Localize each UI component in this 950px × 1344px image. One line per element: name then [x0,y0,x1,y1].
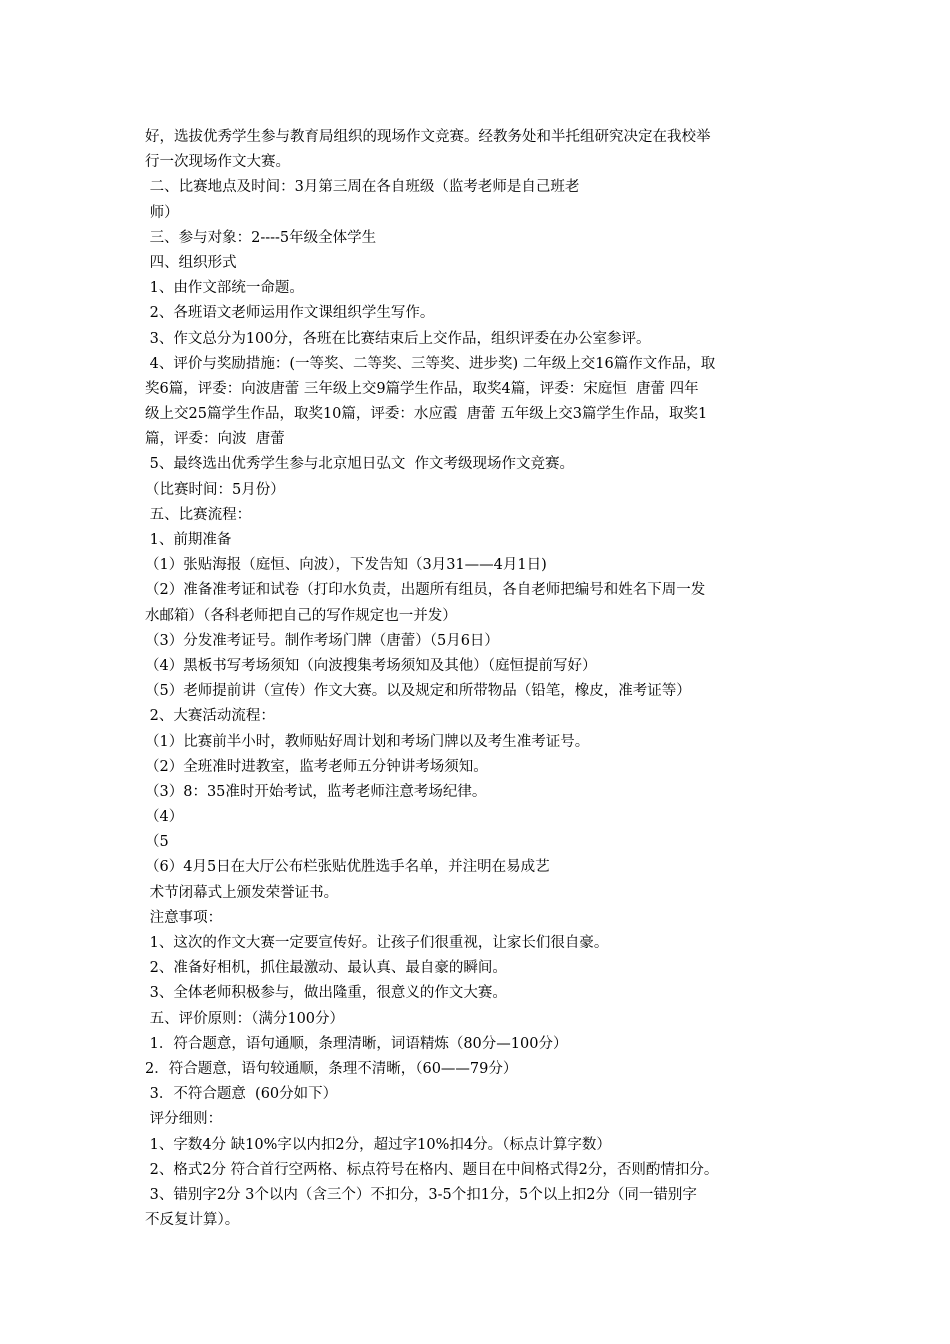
text-line: （2）全班准时进教室，监考老师五分钟讲考场须知。 [145,758,488,775]
text-line: 1、字数4分 缺10%字以内扣2分，超过字10%扣4分。（标点计算字数） [145,1136,611,1153]
text-line: （1）张贴海报（庭恒、向波），下发告知（3月31——4月1日) [145,557,547,574]
text-line: 2、格式2分 符合首行空两格、标点符号在格内、题目在中间格式得2分，否则酌情扣分。 [145,1161,719,1178]
text-line: （6）4月5日在大厅公布栏张贴优胜选手名单，并注明在易成艺 [145,859,550,876]
text-line: 4、评价与奖励措施：(一等奖、二等奖、三等奖、进步奖) 二年级上交16篇作文作品，取 [145,355,716,372]
text-line: 3、全体老师积极参与，做出隆重，很意义的作文大赛。 [145,985,507,1002]
text-line: （3）8：35准时开始考试，监考老师注意考场纪律。 [145,783,487,800]
text-line: 2、准备好相机，抓住最激动、最认真、最自豪的瞬间。 [145,960,507,977]
text-line: 水邮箱）（各科老师把自己的写作规定也一并发） [145,607,457,624]
text-line: 术节闭幕式上颁发荣誉证书。 [145,884,339,901]
text-line: 行一次现场作文大赛。 [145,154,290,171]
text-line: 1、由作文部统一命题。 [145,280,304,297]
text-line: 2．符合题意，语句较通顺，条理不清晰，（60——79分） [145,1060,518,1077]
text-line: 2、各班语文老师运用作文课组织学生写作。 [145,305,435,322]
text-line: 好，选拔优秀学生参与教育局组织的现场作文竞赛。经教务处和半托组研究决定在我校举 [145,129,711,145]
document-body [145,125,813,1233]
text-line: 3．不符合题意 (60分如下） [145,1086,338,1103]
text-line: 评分细则： [145,1111,223,1128]
text-line: 奖6篇，评委：向波唐蕾 三年级上交9篇学生作品，取奖4篇，评委：宋庭恒 唐蕾 四年 [145,380,699,397]
text-line: 篇，评委：向波 唐蕾 [145,431,285,448]
text-line: 四、组织形式 [145,254,237,271]
text-line: 1、前期准备 [145,532,232,548]
text-line: 注意事项： [145,909,223,926]
text-line: （5）老师提前讲（宣传）作文大赛。以及规定和所带物品（铅笔，橡皮，准考证等） [145,683,691,700]
text-line: 1、这次的作文大赛一定要宣传好。让孩子们很重视，让家长们很自豪。 [145,935,609,951]
text-line: 师） [145,204,179,221]
text-line: 3、错别字2分 3个以内（含三个）不扣分，3-5个扣1分，5个以上扣2分（同一错别字 [145,1186,697,1203]
text-line: （5 [145,834,169,851]
text-line: 二、比赛地点及时间：3月第三周在各自班级（监考老师是自己班老 [145,179,580,196]
text-line: （4）黑板书写考场须知（向波搜集考场须知及其他）（庭恒提前写好） [145,657,597,674]
text-line: 五、评价原则：（满分100分） [145,1010,345,1027]
text-line: 级上交25篇学生作品，取奖10篇，评委：水应霞 唐蕾 五年级上交3篇学生作品，取奖1 [145,406,708,423]
text-line: （2）准备准考证和试卷（打印水负责，出题所有组员，各自老师把编号和姓名下周一发 [145,582,706,599]
text-line: 三、参与对象：2----5年级全体学生 [145,229,377,246]
text-line: 5、最终选出优秀学生参与北京旭日弘文 作文考级现场作文竞赛。 [145,456,575,473]
text-line: 3、作文总分为100分，各班在比赛结束后上交作品，组织评委在办公室参评。 [145,330,651,347]
text-line: 1．符合题意，语句通顺，条理清晰，词语精炼（80分—100分） [145,1035,568,1052]
text-line: （比赛时间：5月份） [145,481,285,498]
text-line: 2、大赛活动流程： [145,708,275,725]
text-line: （4） [145,809,184,826]
text-line: 五、比赛流程： [145,506,252,523]
text-line: （1）比赛前半小时，教师贴好周计划和考场门牌以及考生准考证号。 [145,733,590,750]
text-line: 不反复计算）。 [145,1212,240,1229]
text-line: （3）分发准考证号。制作考场门牌（唐蕾）（5月6日） [145,632,499,649]
